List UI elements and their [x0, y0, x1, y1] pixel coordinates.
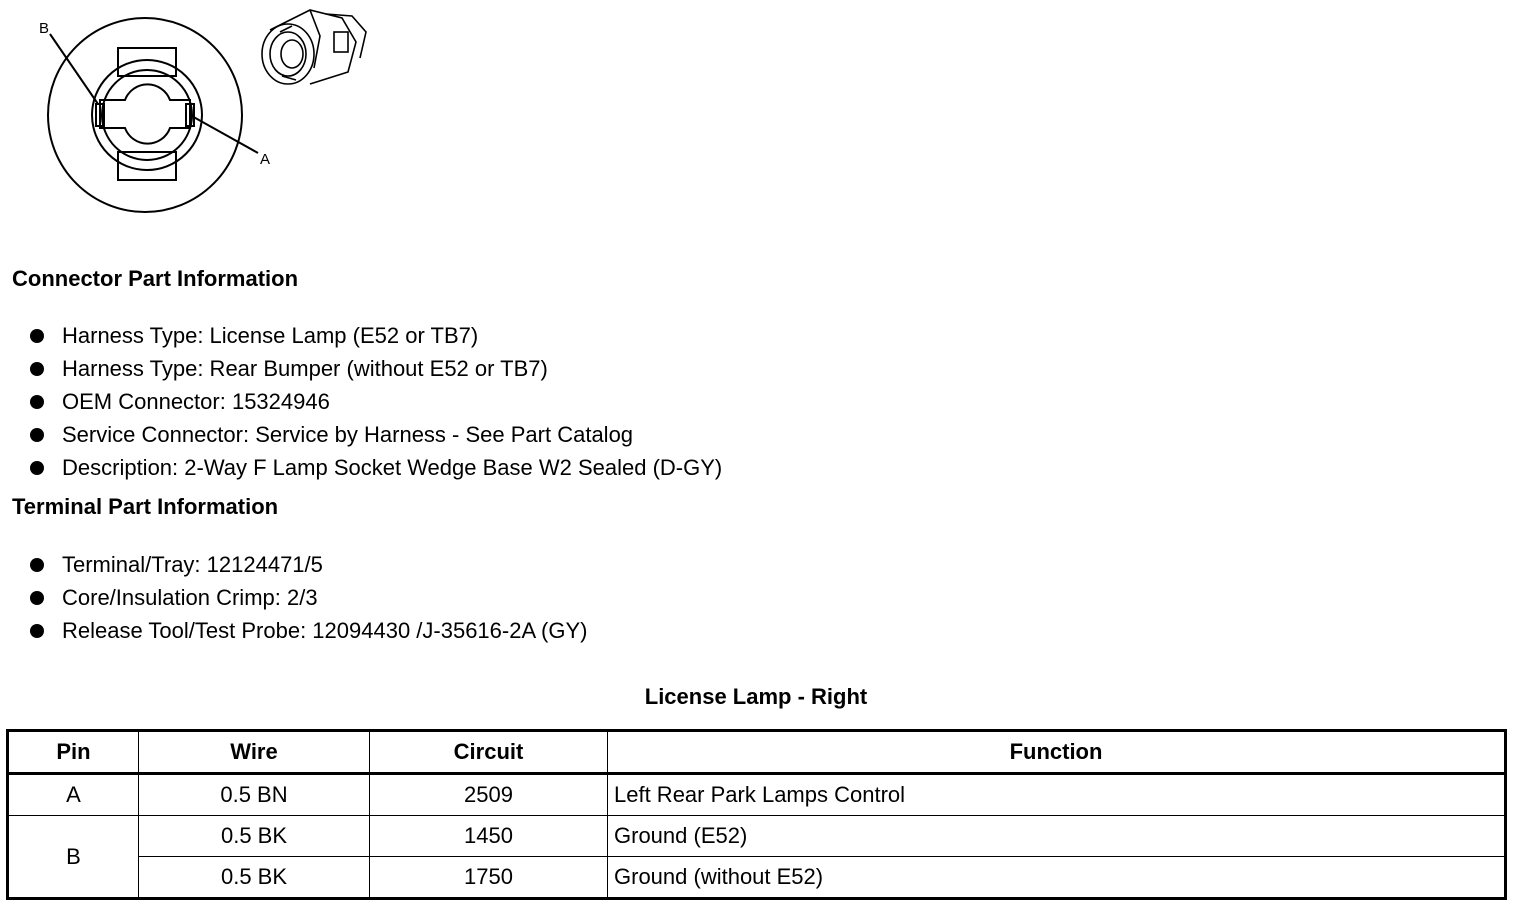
connector-info-list — [30, 319, 722, 484]
list-item: Harness Type: Rear Bumper (without E52 or TB7) — [30, 352, 722, 385]
label-a: A — [260, 151, 271, 168]
bullet-icon — [30, 624, 44, 638]
header-wire: Wire — [139, 731, 370, 774]
table-row — [8, 857, 1506, 899]
bullet-icon — [30, 558, 44, 572]
bullet-icon — [30, 461, 44, 475]
pinout-table — [6, 729, 1507, 900]
bullet-icon — [30, 591, 44, 605]
cell-circuit: 1750 — [370, 857, 608, 899]
table-row — [8, 816, 1506, 857]
cell-wire: 0.5 BK — [139, 857, 370, 899]
top-tab — [118, 48, 176, 76]
table-row — [8, 774, 1506, 816]
header-circuit: Circuit — [370, 731, 608, 774]
list-item: Release Tool/Test Probe: 12094430 /J-35616-2A (GY) — [30, 614, 587, 647]
table-header-row — [8, 731, 1506, 774]
label-b: B — [39, 20, 50, 37]
list-item: OEM Connector: 15324946 — [30, 385, 722, 418]
lamp-socket-drawing — [262, 10, 366, 84]
bullet-icon — [30, 362, 44, 376]
cell-function: Left Rear Park Lamps Control — [608, 774, 1506, 816]
cell-circuit: 1450 — [370, 816, 608, 857]
connector-heading: Connector Part Information — [12, 266, 299, 291]
cell-wire: 0.5 BN — [139, 774, 370, 816]
list-item: Harness Type: License Lamp (E52 or TB7) — [30, 319, 722, 352]
cell-pin: B — [8, 816, 139, 899]
header-function: Function — [608, 731, 1506, 774]
cell-circuit: 2509 — [370, 774, 608, 816]
bullet-icon — [30, 428, 44, 442]
cell-pin: A — [8, 774, 139, 816]
table-title: License Lamp - Right — [644, 684, 868, 709]
cell-function: Ground (without E52) — [608, 857, 1506, 899]
bullet-icon — [30, 329, 44, 343]
terminal-heading: Terminal Part Information — [12, 494, 279, 519]
terminal-cavity — [100, 84, 190, 143]
list-item: Core/Insulation Crimp: 2/3 — [30, 581, 587, 614]
list-item: Service Connector: Service by Harness - See Part Catalog — [30, 418, 722, 451]
header-pin: Pin — [8, 731, 139, 774]
terminal-info-list — [30, 548, 587, 647]
list-item: Terminal/Tray: 12124471/5 — [30, 548, 587, 581]
list-item: Description: 2-Way F Lamp Socket Wedge Base W2 Sealed (D-GY) — [30, 451, 722, 484]
bullet-icon — [30, 395, 44, 409]
cell-wire: 0.5 BK — [139, 816, 370, 857]
cell-function: Ground (E52) — [608, 816, 1506, 857]
leader-a — [190, 115, 258, 153]
connector-diagram — [30, 2, 390, 217]
leader-b — [50, 34, 98, 104]
